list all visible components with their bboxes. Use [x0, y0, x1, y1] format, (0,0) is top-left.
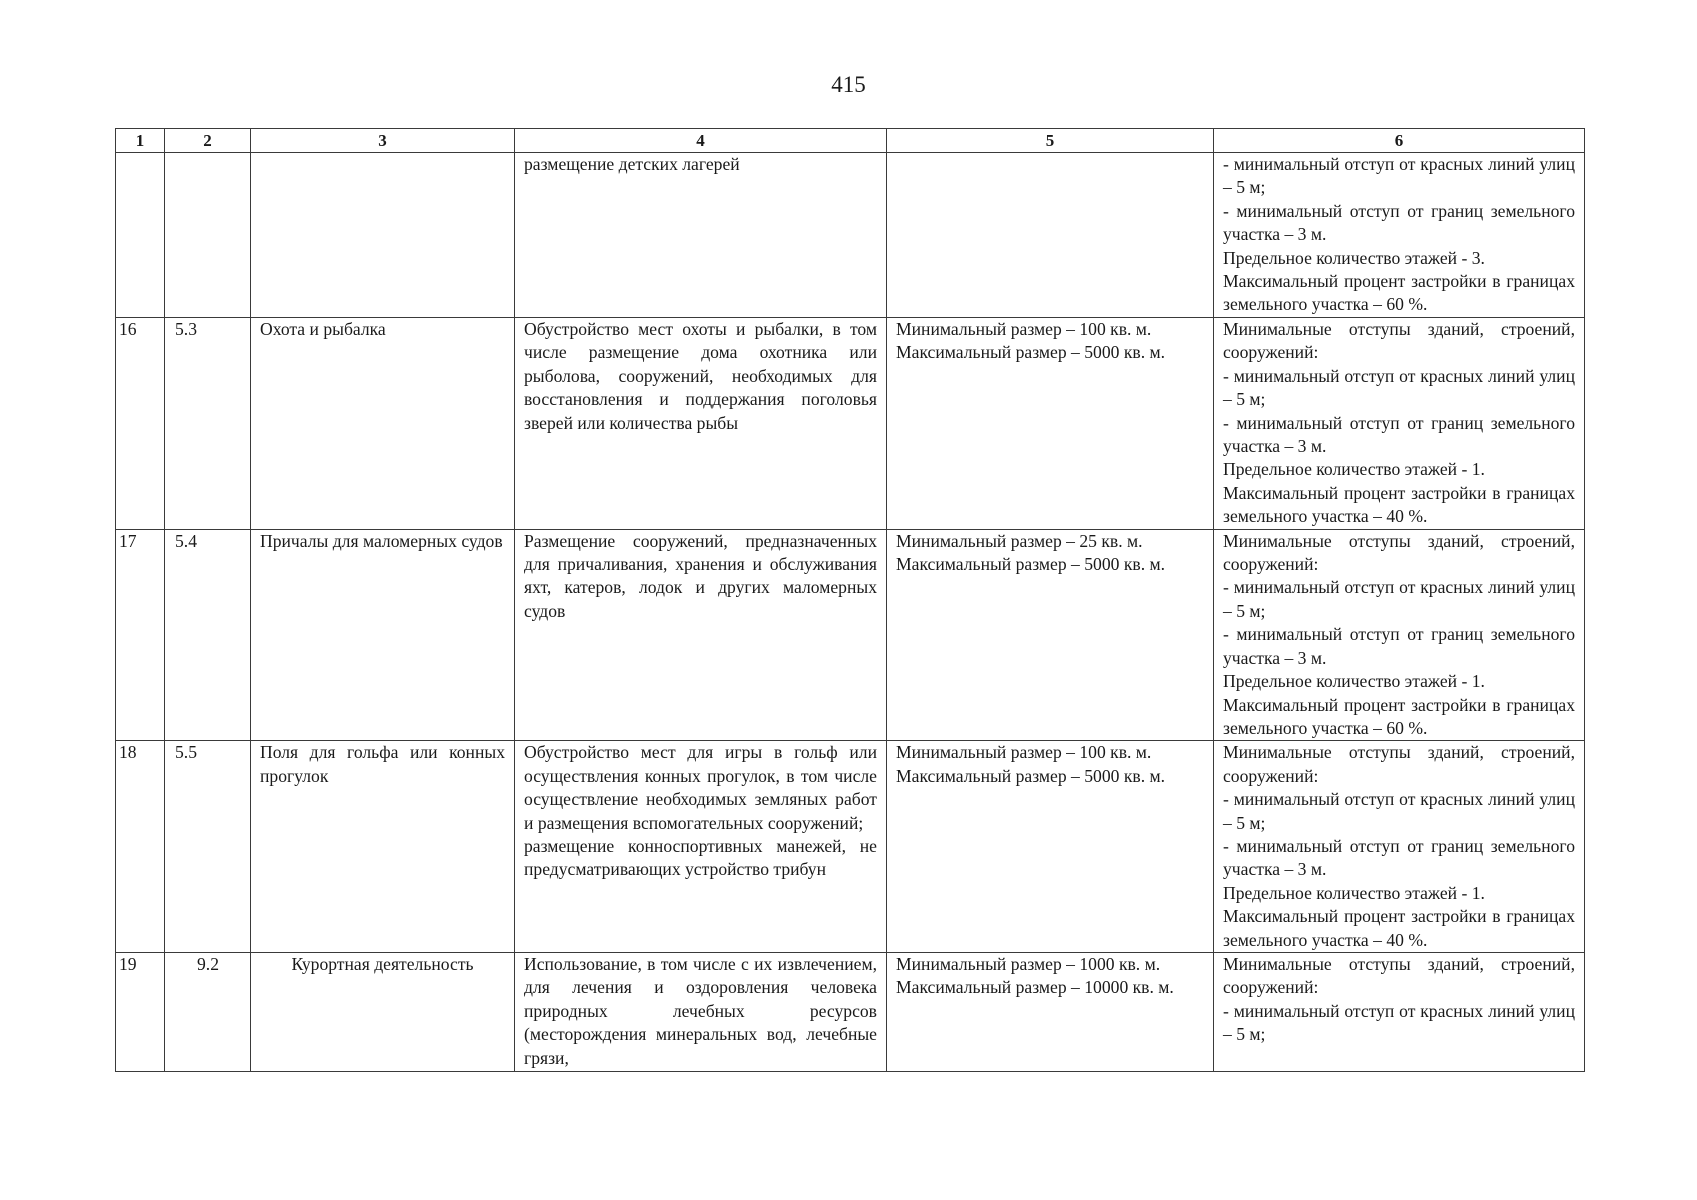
description-text: Обустройство мест охоты и рыбалки, в том числе размещение дома охотника или рыболова, сооружений, необходимых для восстановления и поддержания поголовья зверей или количества рыбы — [524, 319, 877, 433]
description-cell — [515, 318, 887, 530]
table-row — [116, 153, 1585, 318]
row-number-cell: 17 — [116, 529, 165, 741]
page-number: 415 — [831, 72, 866, 97]
parameter-line: - минимальный отступ от границ земельного участка – 3 м. — [1223, 624, 1575, 668]
code-cell: 5.5 — [165, 741, 251, 953]
size-line: Минимальный размер – 100 кв. м. — [896, 742, 1152, 763]
parameter-line: - минимальный отступ от красных линий улиц – 5 м; — [1223, 1000, 1575, 1045]
column-header: 4 — [515, 129, 887, 153]
description-text: размещение конноспортивных манежей, не предусматривающих устройство трибун — [524, 835, 877, 880]
size-line: Минимальный размер – 100 кв. м. — [896, 319, 1152, 339]
parameter-line: Предельное количество этажей - 1. — [1223, 671, 1485, 692]
size-cell — [887, 952, 1214, 1071]
size-cell — [887, 318, 1214, 530]
name-cell: Поля для гольфа или конных прогулок — [251, 741, 515, 953]
size-cell — [887, 153, 1214, 318]
parameter-line: Предельное количество этажей - 3. — [1223, 247, 1485, 268]
description-text: размещение детских лагерей — [524, 154, 740, 174]
column-header: 3 — [251, 129, 515, 153]
parameters-cell — [1214, 952, 1585, 1071]
parameter-line: Максимальный процент застройки в границах земельного участка – 40 %. — [1223, 482, 1575, 527]
table-row — [116, 952, 1585, 1071]
parameter-line: - минимальный отступ от красных линий улиц – 5 м; — [1223, 789, 1575, 833]
table-header-row — [116, 129, 1585, 153]
parameter-line: Минимальные отступы зданий, строений, сооружений: — [1223, 953, 1575, 998]
size-line: Максимальный размер – 5000 кв. м. — [896, 554, 1166, 575]
row-number-cell — [116, 153, 165, 318]
column-header: 2 — [165, 129, 251, 153]
name-cell: Курортная деятельность — [251, 952, 515, 1071]
size-line: Минимальный размер – 25 кв. м. — [896, 530, 1143, 551]
size-line: Максимальный размер – 5000 кв. м. — [896, 342, 1166, 363]
parameter-line: - минимальный отступ от красных линий улиц – 5 м; — [1223, 577, 1575, 621]
parameter-line: Минимальные отступы зданий, строений, сооружений: — [1223, 742, 1575, 786]
column-header: 1 — [116, 129, 165, 153]
code-cell — [165, 153, 251, 318]
row-number-cell: 16 — [116, 318, 165, 530]
table-row — [116, 529, 1585, 741]
size-line: Минимальный размер – 1000 кв. м. — [896, 953, 1161, 974]
parameters-cell — [1214, 529, 1585, 741]
parameter-line: Максимальный процент застройки в границах земельного участка – 40 %. — [1223, 906, 1575, 950]
parameter-line: Минимальные отступы зданий, строений, сооружений: — [1223, 530, 1575, 575]
parameters-cell — [1214, 318, 1585, 530]
parameter-line: Минимальные отступы зданий, строений, сооружений: — [1223, 319, 1575, 363]
description-text: Обустройство мест для игры в гольф или осуществления конных прогулок, в том числе осуществление необходимых земляных работ и размещения вспомогательных сооружений; — [524, 742, 877, 833]
column-header: 6 — [1214, 129, 1585, 153]
table-row — [116, 741, 1585, 953]
size-cell — [887, 529, 1214, 741]
row-number-cell: 18 — [116, 741, 165, 953]
code-cell: 5.3 — [165, 318, 251, 530]
description-text: Размещение сооружений, предназначенных для причаливания, хранения и обслуживания яхт, катеров, лодок и других маломерных судов — [524, 530, 877, 621]
row-number-cell: 19 — [116, 952, 165, 1071]
name-cell: Причалы для маломерных судов — [251, 529, 515, 741]
parameters-cell — [1214, 153, 1585, 318]
size-line: Максимальный размер – 5000 кв. м. — [896, 765, 1166, 786]
parameter-line: Максимальный процент застройки в границах земельного участка – 60 %. — [1223, 271, 1575, 315]
description-text: Использование, в том числе с их извлечением, для лечения и оздоровления человека природных лечебных ресурсов (месторождения минеральных вод, лечебные грязи, — [524, 953, 877, 1068]
column-header: 5 — [887, 129, 1214, 153]
code-cell: 5.4 — [165, 529, 251, 741]
parameter-line: - минимальный отступ от красных линий улиц – 5 м; — [1223, 154, 1575, 198]
parameter-line: - минимальный отступ от границ земельного участка – 3 м. — [1223, 200, 1575, 245]
description-cell — [515, 153, 887, 318]
parameter-line: Максимальный процент застройки в границах земельного участка – 60 %. — [1223, 694, 1575, 738]
description-cell — [515, 529, 887, 741]
parameter-line: Предельное количество этажей - 1. — [1223, 459, 1485, 480]
description-cell — [515, 952, 887, 1071]
name-cell: Охота и рыбалка — [251, 318, 515, 530]
size-line: Максимальный размер – 10000 кв. м. — [896, 977, 1174, 998]
parameter-line: - минимальный отступ от границ земельного участка – 3 м. — [1223, 835, 1575, 880]
parameter-line: - минимальный отступ от красных линий улиц – 5 м; — [1223, 365, 1575, 410]
description-cell — [515, 741, 887, 953]
parameters-cell — [1214, 741, 1585, 953]
land-use-table — [115, 128, 1585, 1072]
table-row — [116, 318, 1585, 530]
parameter-line: - минимальный отступ от границ земельного участка – 3 м. — [1223, 412, 1575, 457]
code-cell: 9.2 — [165, 952, 251, 1071]
size-cell — [887, 741, 1214, 953]
name-cell — [251, 153, 515, 318]
parameter-line: Предельное количество этажей - 1. — [1223, 882, 1485, 903]
